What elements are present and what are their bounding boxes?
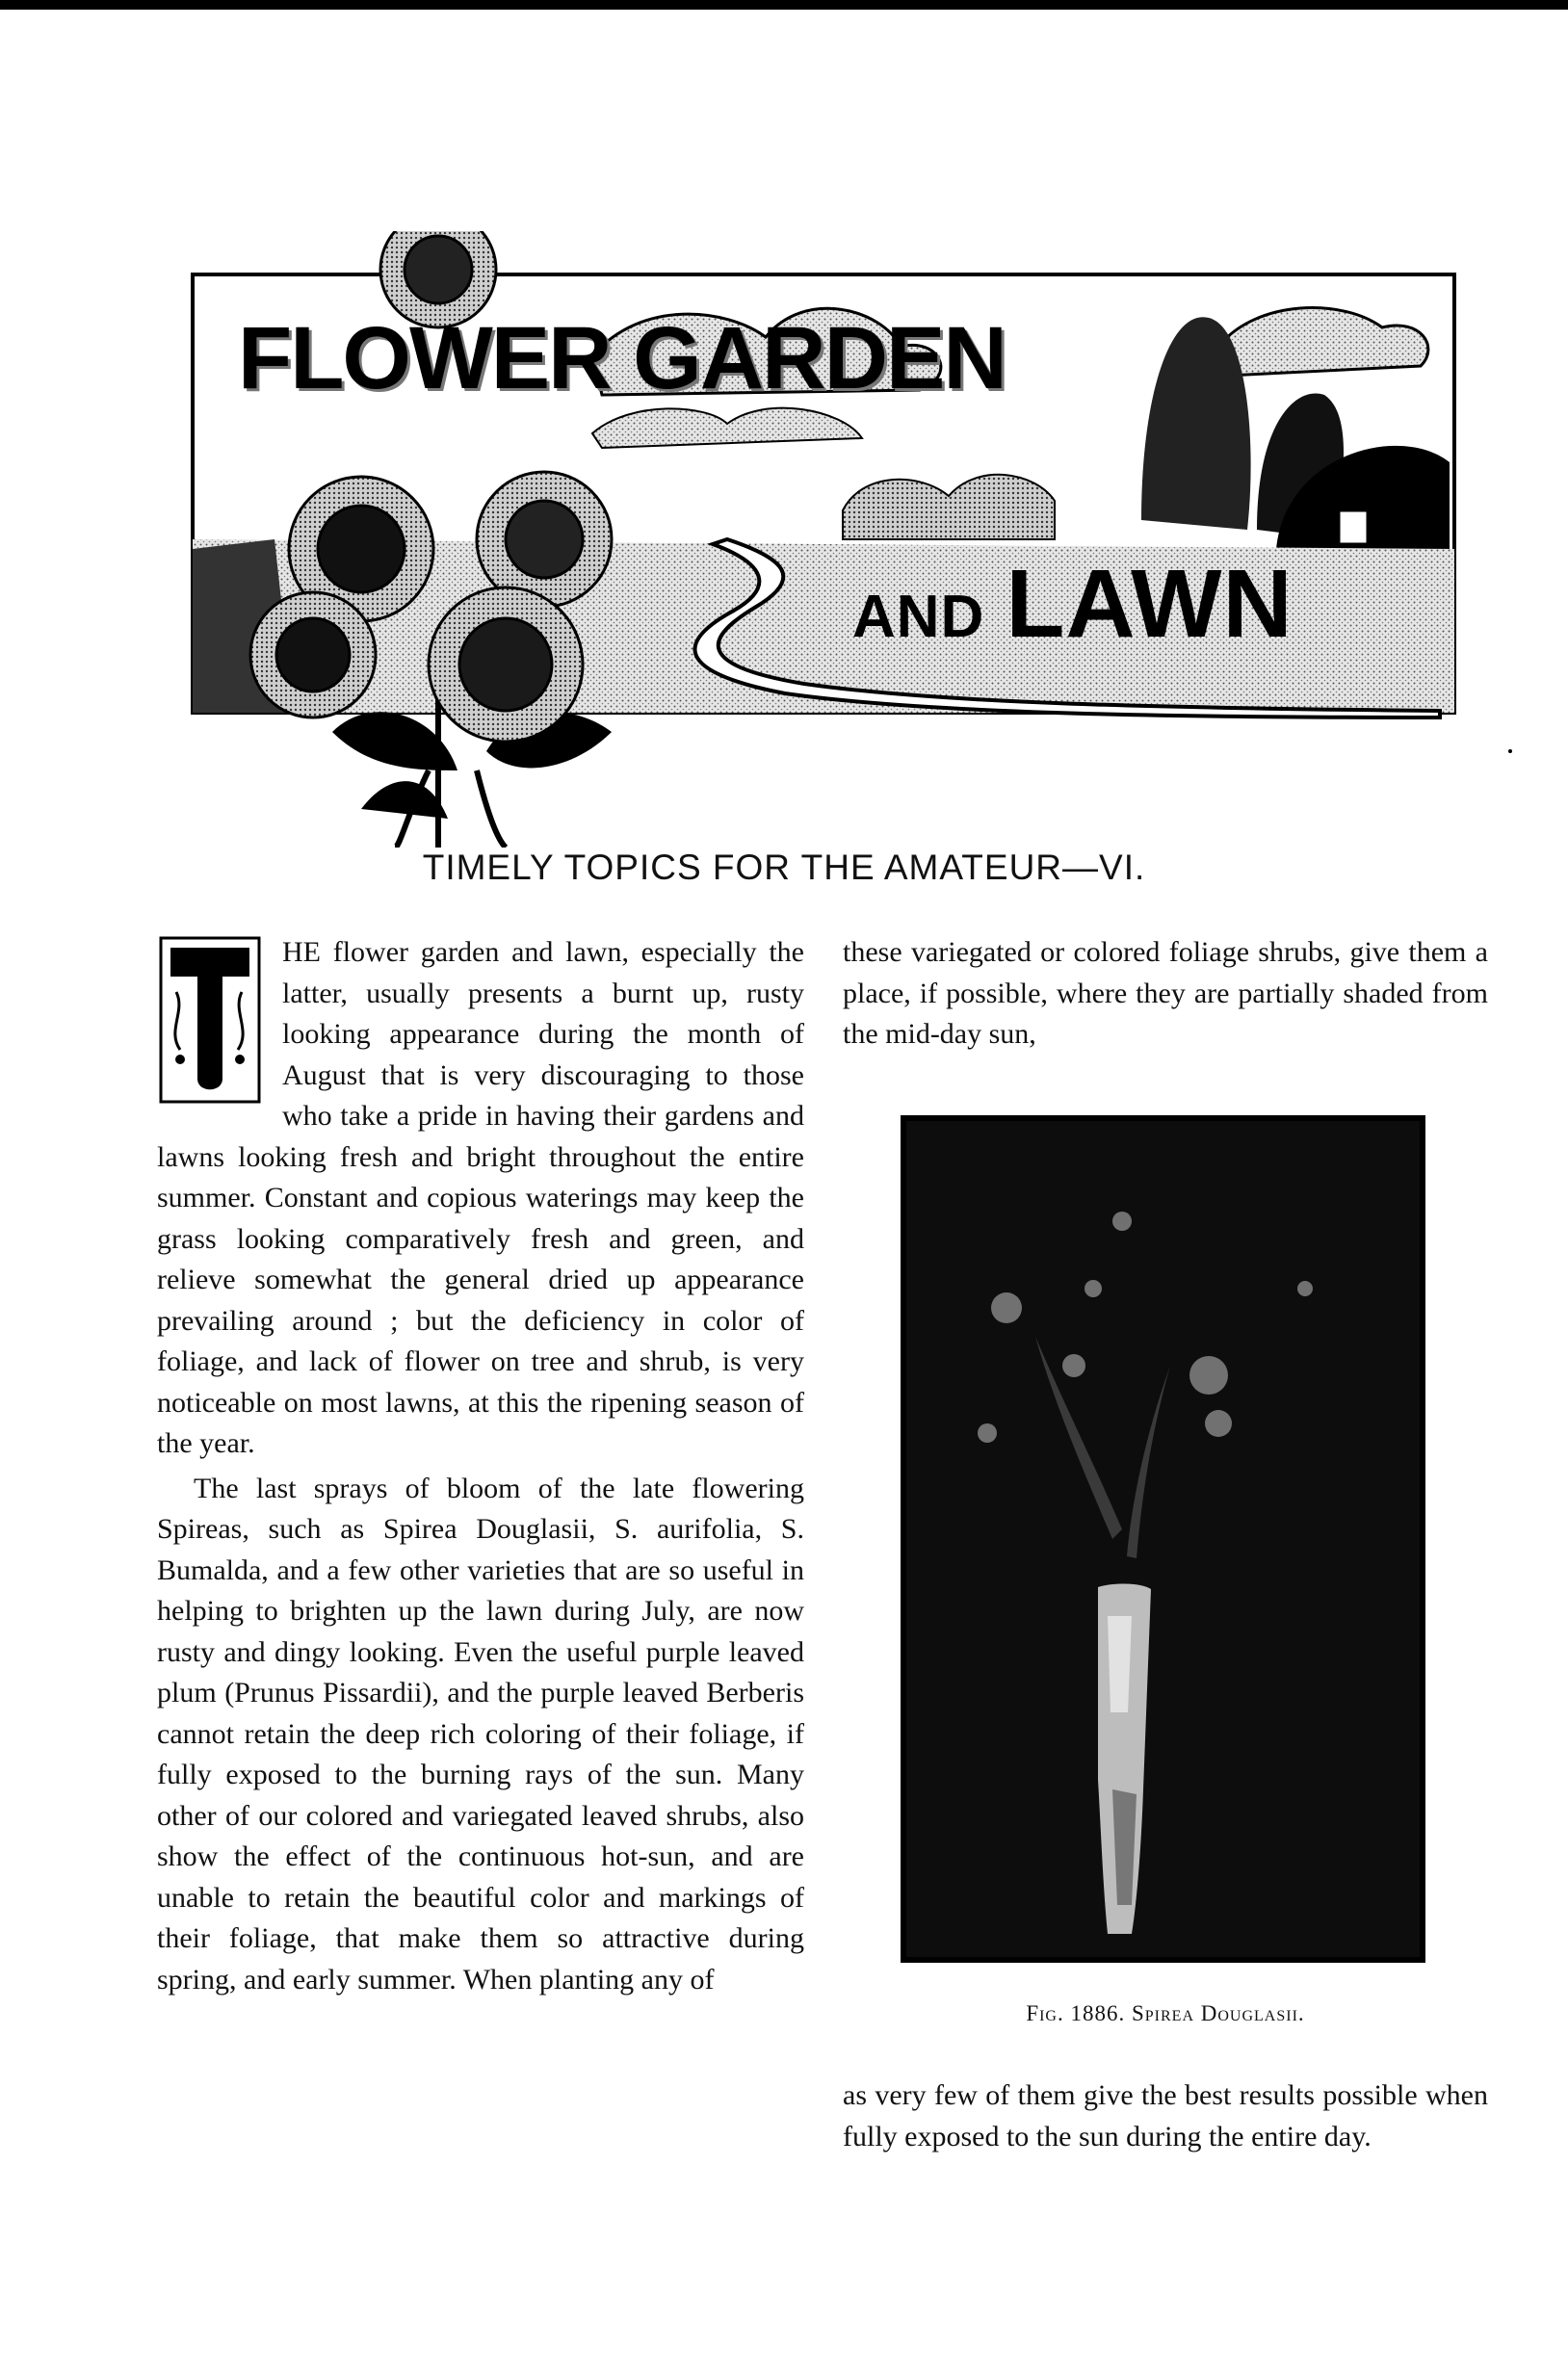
page-speck [1508, 749, 1512, 753]
right-text-column-top [843, 932, 1488, 1056]
header-banner-illustration [188, 231, 1459, 848]
banner-title-and-lawn [852, 549, 1294, 660]
spirea-photograph [901, 1115, 1425, 1963]
paragraph-3: these variegated or colored foliage shrubs, give them a place, if possible, where they are partially shaded from the mid-day sun, [843, 936, 1488, 1050]
left-text-column [157, 932, 804, 2000]
banner-title-and: AND [852, 584, 985, 650]
right-text-column-bottom [843, 2075, 1488, 2157]
figure-caption: Fig. 1886. Spirea Douglasii. [1026, 2001, 1305, 2025]
spirea-vase-photo [901, 1115, 1425, 1963]
paragraph-1-text: HE flower garden and lawn, especially the latter, usually presents a burnt up, rusty looking appearance during the month of August that is very discouraging to those who take a pride in having their gardens and lawns looking fresh and bright throughout the entire summer. Constant and copious waterings may keep the grass looking comparatively fresh and green, and relieve somewhat the general dried up appearance prevailing around ; but the deficiency in color of foliage, and lack of flower on tree and shrub, is very noticeable on most lawns, at this the ripening season of the year. [157, 936, 804, 1459]
ornamental-dropcap-icon [157, 934, 263, 1106]
banner-title-lawn: LAWN [1006, 550, 1294, 658]
paragraph-2: The last sprays of bloom of the late flowering Spireas, such as Spirea Douglasii, S. aurifolia, S. Bumalda, and a few other varieties that are so useful in helping to brighten up the lawn during July, are now rusty and dingy looking. Even the useful purple leaved plum (Prunus Pissardii), and the purple leaved Berberis cannot retain the deep rich coloring of their foliage, if fully exposed to the burning rays of the sun. Many other of our colored and variegated leaved shrubs, also show the effect of the continuous hot-sun, and are unable to retain the beautiful color and markings of their foliage, that make them so attractive during spring, and early summer. When planting any of [157, 1472, 804, 1996]
article-subheading: TIMELY TOPICS FOR THE AMATEUR—VI. [422, 848, 1146, 887]
paragraph-1 [157, 932, 804, 1465]
decorative-initial-t [157, 934, 263, 1106]
paragraph-4: as very few of them give the best results possible when fully exposed to the sun during the entire day. [843, 2079, 1488, 2152]
top-border-rule [0, 0, 1568, 10]
banner-title-flower-garden: FLOWER GARDEN [238, 309, 1006, 407]
